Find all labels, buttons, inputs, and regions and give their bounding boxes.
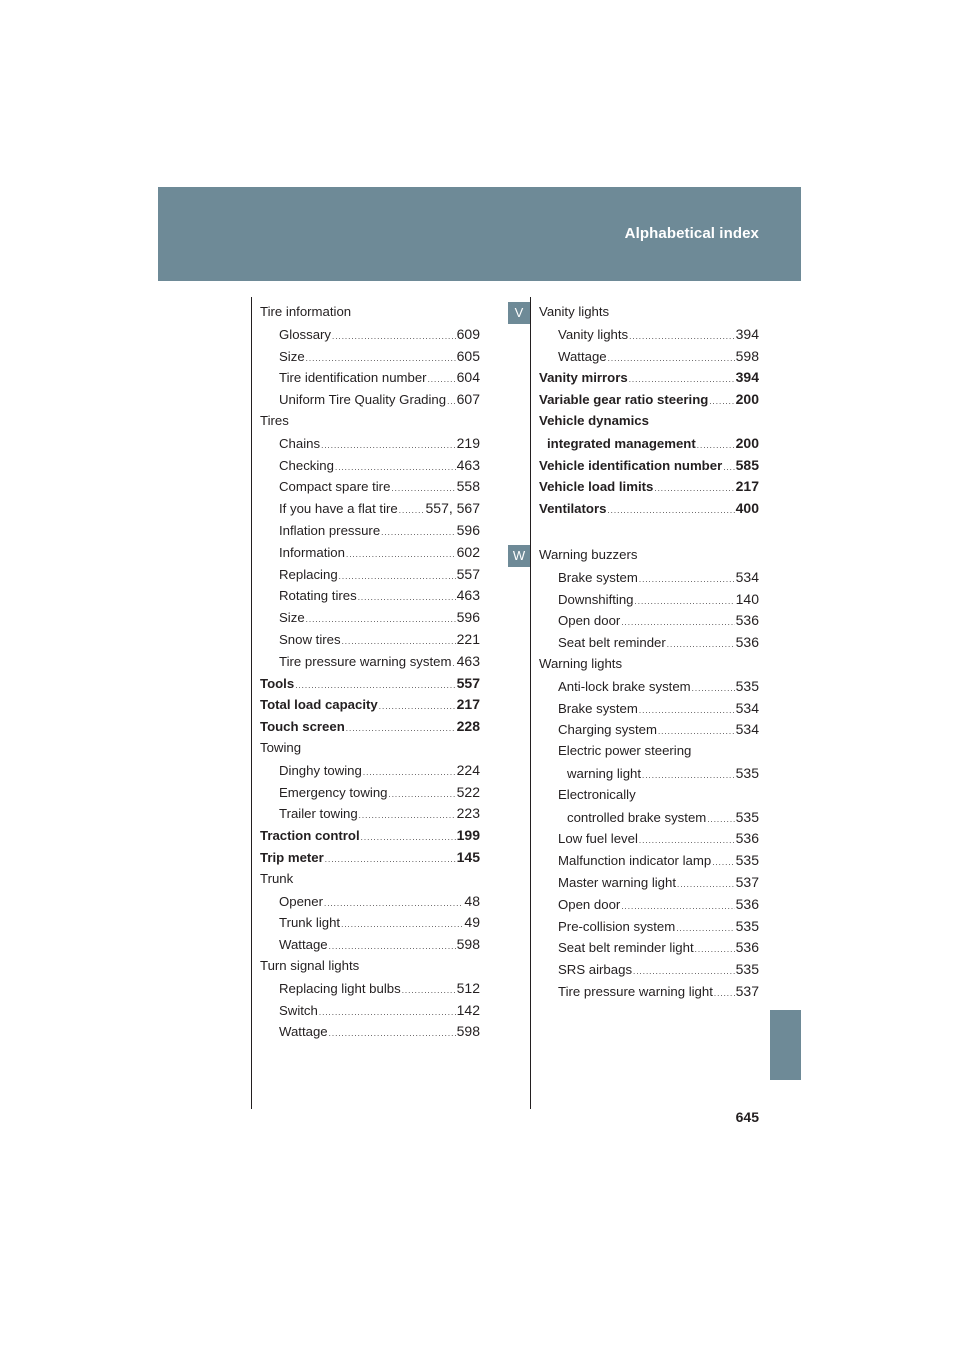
index-entry-text: SRS airbags: [558, 962, 633, 978]
index-entry: [260, 566, 480, 588]
index-entry-page[interactable]: 219: [456, 434, 480, 451]
index-entry-text: Trunk: [260, 870, 294, 886]
index-entry-text: Replacing light bulbs: [279, 980, 401, 996]
index-entry-page[interactable]: 535: [735, 917, 759, 934]
letter-badge-w: W: [508, 545, 530, 567]
dot-leader: [692, 684, 735, 693]
index-entry: [260, 609, 480, 631]
index-entry: [539, 700, 759, 722]
index-entry-page[interactable]: 607: [456, 391, 480, 408]
index-entry: [539, 478, 759, 500]
index-entry: [260, 544, 480, 566]
index-entry-page[interactable]: 463: [456, 456, 480, 473]
index-entry-page[interactable]: 537: [735, 873, 759, 890]
index-entry: [539, 983, 759, 1005]
index-entry-text: Uniform Tire Quality Grading: [279, 392, 447, 408]
index-entry-page[interactable]: 140: [735, 590, 759, 607]
dot-leader: [639, 706, 735, 715]
index-entry-page[interactable]: 223: [456, 805, 480, 822]
dot-leader: [379, 702, 456, 711]
index-entry: [260, 893, 480, 915]
index-entry-page[interactable]: 534: [735, 568, 759, 585]
index-entry-text: Ventilators: [539, 501, 607, 517]
index-entry-text: Rotating tires: [279, 588, 357, 604]
dot-leader: [608, 354, 735, 363]
dot-leader: [324, 899, 463, 908]
index-entry-text: Tire pressure warning light: [558, 983, 713, 999]
dot-leader: [621, 618, 734, 627]
index-entry: [260, 304, 480, 326]
index-entry-text: Opener: [279, 893, 323, 909]
index-entry-page[interactable]: 596: [456, 521, 480, 538]
index-entry-page[interactable]: 605: [456, 347, 480, 364]
index-entry-text: Trip meter: [260, 849, 324, 865]
index-entry-page[interactable]: 535: [735, 677, 759, 694]
dot-leader: [428, 375, 456, 384]
index-entry-text: Open door: [558, 896, 621, 912]
index-entry-page[interactable]: 534: [735, 699, 759, 716]
dot-leader: [712, 858, 734, 867]
index-entry-page[interactable]: 49: [464, 914, 480, 931]
index-entry-text: Seat belt reminder: [558, 635, 666, 651]
dot-leader: [654, 484, 734, 493]
dot-leader: [629, 375, 735, 384]
index-entry-page[interactable]: 534: [735, 721, 759, 738]
index-entry: [260, 391, 480, 413]
index-entry-page[interactable]: 537: [735, 982, 759, 999]
dot-leader: [363, 768, 456, 777]
index-entry-text: warning light: [567, 765, 642, 781]
index-entry: [260, 478, 480, 500]
index-entry-page[interactable]: 217: [735, 478, 759, 495]
index-entry: [260, 631, 480, 653]
index-entry: [260, 696, 480, 718]
index-entry-text: Glossary: [279, 326, 332, 342]
index-entry-page[interactable]: 217: [456, 696, 480, 713]
index-entry: [539, 852, 759, 874]
dot-leader: [306, 354, 456, 363]
index-entry: [539, 304, 759, 326]
dot-leader: [642, 771, 735, 780]
dot-leader: [361, 833, 456, 842]
index-entry-text: Dinghy towing: [279, 762, 362, 778]
dot-leader: [667, 640, 735, 649]
index-entry: [539, 721, 759, 743]
column-rule-middle: [530, 297, 531, 1109]
index-entry: [260, 457, 480, 479]
index-entry-page[interactable]: 536: [735, 612, 759, 629]
dot-leader: [635, 597, 735, 606]
index-entry: [260, 1023, 480, 1045]
index-entry: [260, 958, 480, 980]
index-entry-text: Traction control: [260, 828, 360, 844]
dot-leader: [695, 945, 735, 954]
index-entry: [539, 326, 759, 348]
index-entry-text: Wattage: [558, 348, 607, 364]
index-entry-text: Size: [279, 610, 305, 626]
dot-leader: [332, 332, 456, 341]
index-entry-text: Towing: [260, 739, 302, 755]
index-entry: [260, 653, 480, 675]
section-title: Alphabetical index: [624, 225, 759, 242]
index-entry-text: Tools: [260, 675, 295, 691]
index-entry-page[interactable]: 535: [735, 808, 759, 825]
dot-leader: [697, 441, 735, 450]
index-entry-page[interactable]: 602: [456, 543, 480, 560]
index-entry-text: Total load capacity: [260, 697, 378, 713]
dot-leader: [335, 463, 456, 472]
index-entry-text: Master warning light: [558, 874, 677, 890]
dot-leader: [306, 615, 456, 624]
index-entry: [539, 678, 759, 700]
dot-leader: [388, 790, 455, 799]
index-column-left: [260, 304, 480, 1045]
dot-leader: [677, 880, 735, 889]
index-entry-page[interactable]: 536: [735, 939, 759, 956]
index-entry-text: Seat belt reminder light: [558, 940, 694, 956]
index-entry: [260, 326, 480, 348]
index-entry-page[interactable]: 536: [735, 895, 759, 912]
index-entry: [260, 500, 480, 522]
index-entry-text: Wattage: [279, 937, 328, 953]
index-entry-text: Vehicle load limits: [539, 479, 654, 495]
index-entry-text: Malfunction indicator lamp: [558, 853, 712, 869]
index-entry-text: Brake system: [558, 569, 638, 585]
index-entry-text: Touch screen: [260, 719, 345, 735]
index-entry-text: Electric power steering: [558, 743, 692, 759]
dot-leader: [329, 1029, 456, 1038]
index-entry-text: If you have a flat tire: [279, 501, 398, 517]
header-band: [158, 187, 801, 281]
index-entry: [539, 547, 759, 569]
letter-badge-v: V: [508, 302, 530, 324]
index-entry-page[interactable]: 145: [456, 848, 480, 865]
index-entry: [539, 896, 759, 918]
index-entry: [260, 914, 480, 936]
index-entry: [539, 457, 759, 479]
index-entry-text: Emergency towing: [279, 784, 388, 800]
index-entry-text: Warning lights: [539, 655, 623, 671]
dot-leader: [329, 942, 456, 951]
index-entry: [260, 849, 480, 871]
index-entry-text: Tire pressure warning system: [279, 653, 452, 669]
index-entry-page[interactable]: 535: [735, 852, 759, 869]
dot-leader: [633, 967, 735, 976]
dot-leader: [346, 550, 456, 559]
index-entry: [260, 718, 480, 740]
index-entry: [539, 939, 759, 961]
index-entry: [539, 369, 759, 391]
index-entry-text: Replacing: [279, 566, 338, 582]
dot-leader: [621, 902, 734, 911]
index-entry-page[interactable]: 400: [735, 500, 759, 517]
index-entry: [539, 961, 759, 983]
index-entry: [260, 1002, 480, 1024]
dot-leader: [639, 575, 735, 584]
index-entry-text: Downshifting: [558, 591, 634, 607]
dot-leader: [723, 463, 734, 472]
index-entry: [260, 587, 480, 609]
index-entry: [539, 765, 759, 787]
dot-leader: [346, 724, 456, 733]
index-entry-text: Compact spare tire: [279, 479, 391, 495]
index-entry: [539, 874, 759, 896]
dot-leader: [342, 637, 456, 646]
dot-leader: [321, 441, 456, 450]
index-entry-text: Trunk light: [279, 915, 341, 931]
dot-leader: [319, 1008, 456, 1017]
index-entry: [539, 391, 759, 413]
dot-leader: [295, 681, 455, 690]
dot-leader: [402, 986, 456, 995]
index-entry-text: controlled brake system: [567, 809, 707, 825]
index-entry: [260, 980, 480, 1002]
index-entry: [260, 871, 480, 893]
index-entry-text: Inflation pressure: [279, 522, 381, 538]
index-entry-page[interactable]: 585: [735, 456, 759, 473]
index-entry: [260, 522, 480, 544]
index-column-w: [539, 547, 759, 1005]
index-entry-text: Vanity lights: [558, 326, 629, 342]
index-entry-page[interactable]: 596: [456, 609, 480, 626]
dot-leader: [714, 989, 735, 998]
index-entry-text: Tires: [260, 412, 289, 428]
index-entry: [539, 634, 759, 656]
index-entry-text: Wattage: [279, 1024, 328, 1040]
index-entry: [539, 787, 759, 809]
index-entry: [539, 500, 759, 522]
index-entry-page[interactable]: 463: [456, 587, 480, 604]
index-entry-page[interactable]: 228: [456, 718, 480, 735]
index-entry: [539, 569, 759, 591]
index-entry: [539, 830, 759, 852]
index-entry-text: Vanity mirrors: [539, 370, 628, 386]
dot-leader: [607, 506, 734, 515]
index-entry: [539, 743, 759, 765]
index-entry: [260, 369, 480, 391]
index-entry: [260, 413, 480, 435]
index-entry-page[interactable]: 598: [735, 347, 759, 364]
index-entry: [260, 435, 480, 457]
index-entry-page[interactable]: 557, 567: [425, 500, 480, 517]
index-entry-page[interactable]: 221: [456, 630, 480, 647]
dot-leader: [707, 815, 734, 824]
dot-leader: [452, 659, 455, 668]
index-entry: [260, 762, 480, 784]
dot-leader: [358, 593, 456, 602]
index-entry-page[interactable]: 200: [735, 391, 759, 408]
index-entry-text: Open door: [558, 613, 621, 629]
index-entry-text: Chains: [279, 435, 321, 451]
index-column-v: [539, 304, 759, 522]
index-entry: [539, 656, 759, 678]
index-entry: [539, 809, 759, 831]
index-entry-text: Tire identification number: [279, 370, 427, 386]
dot-leader: [381, 528, 455, 537]
index-entry-page[interactable]: 224: [456, 761, 480, 778]
index-entry: [539, 918, 759, 940]
column-rule-left: [251, 297, 252, 1109]
index-entry-text: Pre-collision system: [558, 918, 676, 934]
dot-leader: [447, 397, 456, 406]
index-entry-text: Charging system: [558, 722, 657, 738]
index-entry-page[interactable]: 394: [735, 369, 759, 386]
dot-leader: [341, 920, 463, 929]
index-entry-page[interactable]: 598: [456, 936, 480, 953]
index-entry-page[interactable]: 394: [735, 325, 759, 342]
index-entry-text: Turn signal lights: [260, 957, 360, 973]
side-thumb-tab: [770, 1010, 801, 1080]
index-entry-text: Snow tires: [279, 631, 341, 647]
index-entry-text: Tire information: [260, 304, 352, 319]
index-entry-text: Switch: [279, 1002, 318, 1018]
dot-leader: [339, 572, 456, 581]
index-entry-text: Low fuel level: [558, 831, 638, 847]
index-entry-text: Variable gear ratio steering: [539, 392, 709, 408]
index-entry-text: Brake system: [558, 700, 638, 716]
dot-leader: [658, 727, 735, 736]
index-entry-page[interactable]: 558: [456, 478, 480, 495]
index-entry: [260, 784, 480, 806]
dot-leader: [629, 332, 735, 341]
index-entry-page[interactable]: 142: [456, 1001, 480, 1018]
index-entry-text: Checking: [279, 457, 334, 473]
index-entry: [260, 740, 480, 762]
index-entry-page[interactable]: 535: [735, 961, 759, 978]
index-entry: [539, 435, 759, 457]
index-entry-page[interactable]: 200: [735, 434, 759, 451]
dot-leader: [391, 484, 455, 493]
index-entry: [260, 348, 480, 370]
index-entry-page[interactable]: 512: [456, 979, 480, 996]
dot-leader: [359, 811, 456, 820]
index-entry: [260, 675, 480, 697]
index-entry-page[interactable]: 522: [456, 783, 480, 800]
index-entry-text: Size: [279, 348, 305, 364]
index-entry-text: Vehicle identification number: [539, 457, 723, 473]
index-entry: [260, 936, 480, 958]
index-entry-text: Warning buzzers: [539, 547, 638, 562]
index-entry-page[interactable]: 604: [456, 369, 480, 386]
index-entry-page[interactable]: 557: [456, 674, 480, 691]
index-entry-page[interactable]: 536: [735, 830, 759, 847]
index-entry: [539, 591, 759, 613]
dot-leader: [325, 855, 456, 864]
index-entry-text: Trailer towing: [279, 806, 358, 822]
page-number: 645: [735, 1109, 759, 1125]
dot-leader: [639, 836, 735, 845]
index-entry-page[interactable]: 609: [456, 325, 480, 342]
index-entry-text: Information: [279, 544, 345, 560]
index-entry: [539, 413, 759, 435]
index-entry-page[interactable]: 48: [464, 892, 480, 909]
index-entry-page[interactable]: 463: [456, 652, 480, 669]
dot-leader: [709, 397, 734, 406]
index-entry-text: integrated management: [547, 435, 696, 451]
dot-leader: [676, 924, 734, 933]
index-entry-text: Anti-lock brake system: [558, 678, 691, 694]
index-entry-page[interactable]: 535: [735, 764, 759, 781]
index-entry: [539, 348, 759, 370]
index-entry-page[interactable]: 536: [735, 634, 759, 651]
index-entry-page[interactable]: 199: [456, 827, 480, 844]
index-entry-text: Vanity lights: [539, 304, 610, 319]
index-entry-text: Vehicle dynamics: [539, 412, 649, 428]
index-entry-page[interactable]: 557: [456, 565, 480, 582]
index-entry-page[interactable]: 598: [456, 1023, 480, 1040]
index-entry: [260, 827, 480, 849]
dot-leader: [399, 506, 425, 515]
index-entry-text: Electronically: [558, 786, 636, 802]
index-entry: [260, 805, 480, 827]
index-entry: [539, 612, 759, 634]
